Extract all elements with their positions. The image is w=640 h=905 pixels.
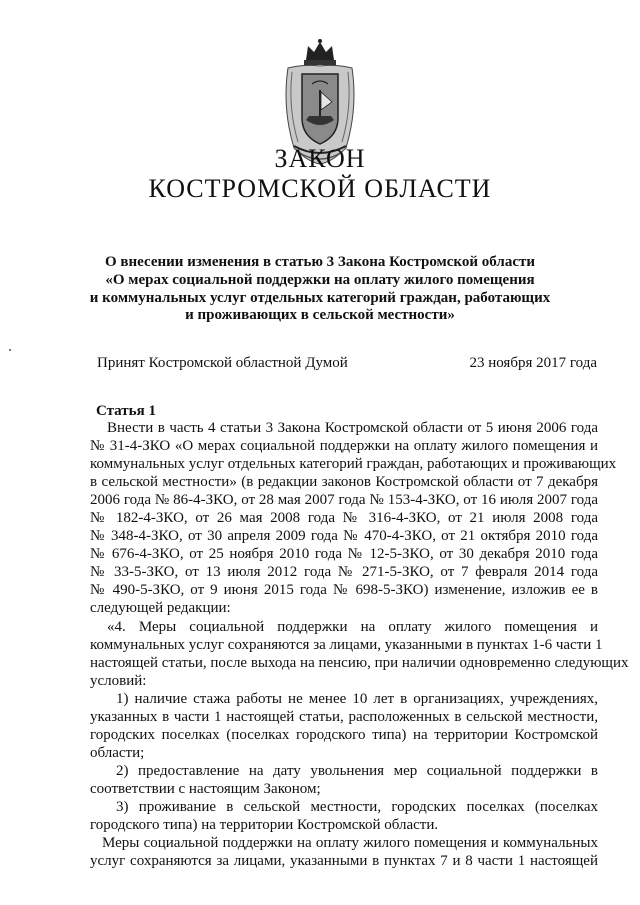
article-heading: Статья 1 — [96, 403, 156, 419]
body-line: 1) наличие стажа работы не менее 10 лет в организациях, учреждениях, — [116, 690, 598, 707]
body-line: № 490-5-ЗКО, от 9 июня 2015 года № 698-5-ЗКО) изменение, изложив ее в — [90, 582, 598, 599]
law-title-line1: ЗАКОН — [274, 144, 366, 173]
subtitle-line: и коммунальных услуг отдельных категорий граждан, работающих — [89, 289, 551, 306]
body-line: в сельской местности» (в редакции законов Костромской области от 7 декабря — [90, 474, 598, 491]
scan-artifact — [9, 349, 11, 351]
body-line: соответствии с настоящим Законом; — [90, 780, 321, 797]
body-line: «4. Меры социальной поддержки на оплату жилого помещения и — [107, 618, 598, 635]
body-line: условий: — [90, 672, 147, 689]
body-line: области; — [90, 744, 145, 761]
body-line: городских поселках (поселках городского типа) на территории Костромской — [90, 726, 598, 743]
body-line: услуг сохраняются за лицами, указанными в пунктах 7 и 8 части 1 настоящей — [90, 853, 598, 870]
body-line: № 182-4-ЗКО, от 26 мая 2008 года № 316-4-ЗКО, от 21 июля 2008 года — [90, 510, 598, 527]
body-line: городского типа) на территории Костромской области. — [90, 817, 439, 834]
article-body — [90, 419, 629, 870]
body-line: указанных в части 1 настоящей статьи, расположенных в сельской местности, — [90, 708, 598, 725]
body-line: коммунальных услуг сохраняются за лицами, указанными в пунктах 1-6 части 1 — [90, 636, 603, 653]
body-line: Меры социальной поддержки на оплату жилого помещения и коммунальных — [102, 835, 598, 852]
body-line: Внести в часть 4 статьи 3 Закона Костромской области от 5 июня 2006 года — [107, 420, 598, 436]
law-title-line2: КОСТРОМСКОЙ ОБЛАСТИ — [148, 174, 492, 203]
adoption-text: Принят Костромской областной Думой — [97, 355, 348, 371]
body-line: 2006 года № 86-4-ЗКО, от 28 мая 2007 года № 153-4-ЗКО, от 16 июля 2007 года — [90, 492, 598, 509]
body-line: № 348-4-ЗКО, от 30 апреля 2009 года № 470-4-ЗКО, от 21 октября 2010 года — [90, 528, 598, 545]
body-line: 3) проживание в сельской местности, городских поселках (поселках — [116, 798, 598, 815]
subtitle-line: и проживающих в сельской местности» — [185, 307, 455, 324]
body-line: настоящей статьи, после выхода на пенсию, при наличии одновременно следующих — [90, 654, 629, 671]
adoption-date: 23 ноября 2017 года — [469, 355, 597, 371]
subtitle-line: О внесении изменения в статью 3 Закона Костромской области — [105, 254, 535, 270]
body-line: № 31-4-ЗКО «О мерах социальной поддержки на оплату жилого помещения и — [90, 438, 598, 455]
body-line: следующей редакции: — [90, 600, 231, 617]
body-line: коммунальных услуг отдельных категорий граждан, работающих и проживающих — [90, 456, 617, 473]
body-line: № 33-5-ЗКО, от 13 июля 2012 года № 271-5-ЗКО, от 7 февраля 2014 года — [90, 564, 598, 581]
body-line: 2) предоставление на дату увольнения мер социальной поддержки в — [116, 762, 598, 779]
subtitle-line: «О мерах социальной поддержки на оплату жилого помещения — [105, 271, 535, 288]
law-subtitle — [60, 254, 580, 325]
body-line: № 676-4-ЗКО, от 25 ноября 2010 года № 12-5-ЗКО, от 30 декабря 2010 года — [90, 546, 598, 563]
